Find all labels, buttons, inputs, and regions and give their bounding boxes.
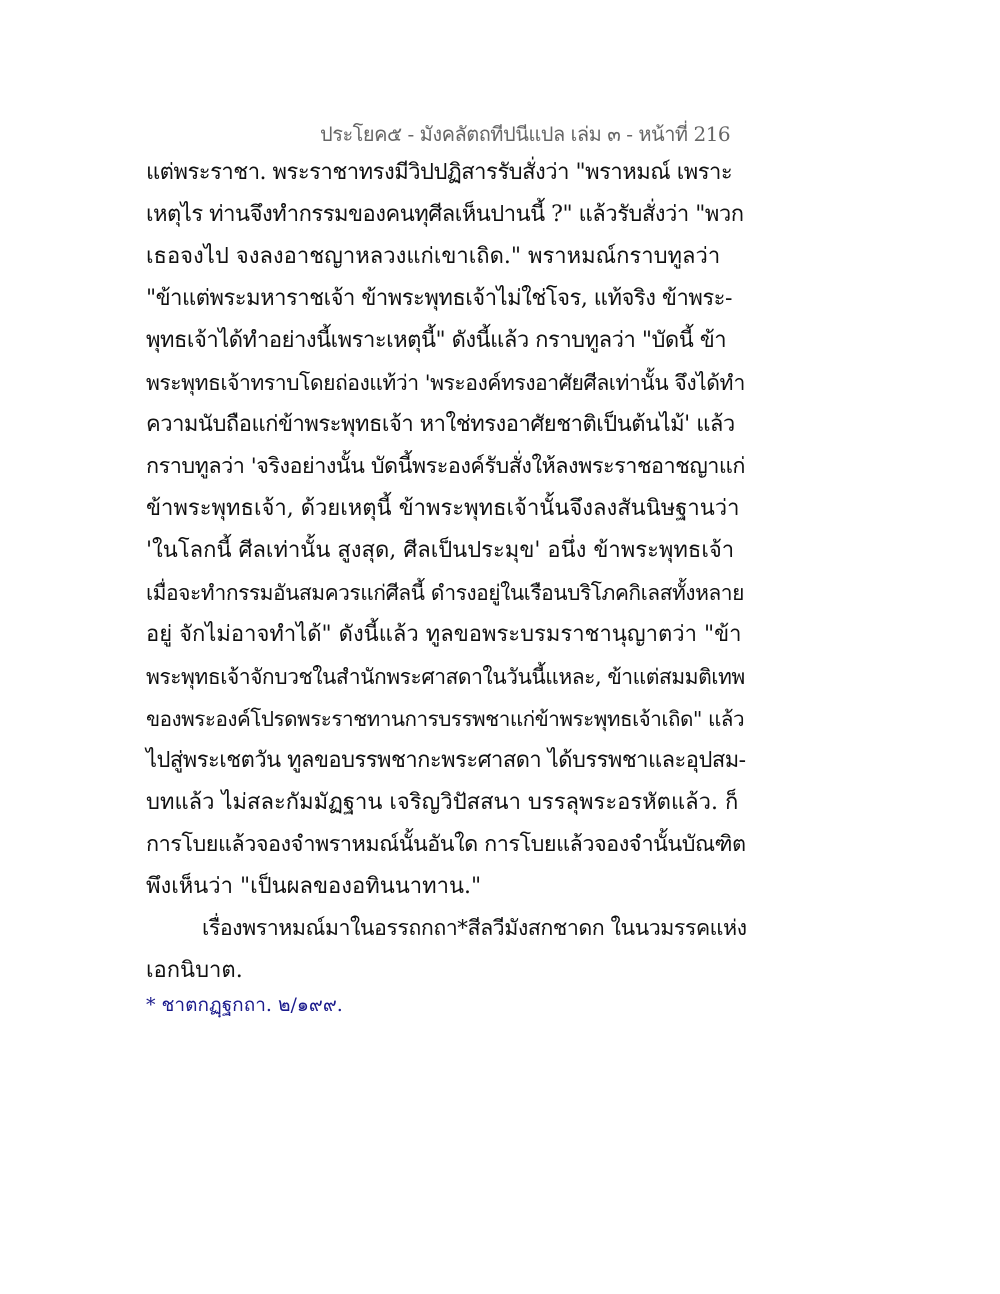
- body-line: บทแล้ว ไม่สละกัมมัฏฐาน เจริญวิปัสสนา บรรลุพระอรหัตแล้ว. ก็: [146, 790, 739, 815]
- body-line: อยู่ จักไม่อาจทำได้" ดังนี้แล้ว ทูลขอพระบรมราชานุญาตว่า "ข้า: [146, 622, 742, 647]
- body-line: ไปสู่พระเชตวัน ทูลขอบรรพชากะพระศาสดา ได้บรรพชาและอุปสม-: [146, 748, 746, 773]
- body-line: ของพระองค์โปรดพระราชทานการบรรพชาแก่ข้าพระพุทธเจ้าเถิด" แล้ว: [146, 707, 745, 731]
- body-line: พระพุทธเจ้าจักบวชในสำนักพระศาสดาในวันนี้แหละ, ข้าแต่สมมติเทพ: [146, 664, 745, 689]
- footnote: * ชาตกฏฺฐกถา. ๒/๑๙๙.: [146, 994, 343, 1016]
- body-line: การโบยแล้วจองจำพราหมณ์นั้นอันใด การโบยแล้วจองจำนั้นบัณฑิต: [146, 832, 746, 857]
- body-line: กราบทูลว่า 'จริงอย่างนั้น บัดนี้พระองค์รับสั่งให้ลงพระราชอาชญาแก่: [146, 454, 745, 479]
- body-line: ความนับถือแก่ข้าพระพุทธเจ้า หาใช่ทรงอาศัยชาติเป็นต้นไม้' แล้ว: [146, 412, 735, 437]
- body-line: พระพุทธเจ้าทราบโดยถ่องแท้ว่า 'พระองค์ทรงอาศัยศีลเท่านั้น จึงได้ทำ: [146, 370, 745, 395]
- body-line: พึงเห็นว่า "เป็นผลของอทินนาทาน.": [146, 874, 482, 899]
- body-line: เธอจงไป จงลงอาชญาหลวงแก่เขาเถิด." พราหมณ์กราบทูลว่า: [146, 244, 721, 269]
- body-line: เหตุไร ท่านจึงทำกรรมของคนทุศีลเห็นปานนี้ ?" แล้วรับสั่งว่า "พวก: [146, 202, 744, 227]
- running-header: ประโยค๕ - มังคลัตถทีปนีแปล เล่ม ๓ - หน้าที่ 216: [320, 122, 731, 146]
- body-text: [146, 152, 746, 992]
- closing-line: เรื่องพราหมณ์มาในอรรถกถา*สีลวีมังสกชาดก ในนวมรรคแห่ง: [202, 916, 747, 941]
- body-line: เมื่อจะทำกรรมอันสมควรแก่ศีลนี้ ดำรงอยู่ในเรือนบริโภคกิเลสทั้งหลาย: [146, 580, 744, 605]
- body-line: "ข้าแต่พระมหาราชเจ้า ข้าพระพุทธเจ้าไม่ใช่โจร, แท้จริง ข้าพระ-: [146, 286, 732, 311]
- body-line: 'ในโลกนี้ ศีลเท่านั้น สูงสุด, ศีลเป็นประมุข' อนึ่ง ข้าพระพุทธเจ้า: [146, 538, 735, 563]
- body-line: พุทธเจ้าได้ทำอย่างนี้เพราะเหตุนี้" ดังนี้แล้ว กราบทูลว่า "บัดนี้ ข้า: [146, 328, 727, 353]
- body-line: ข้าพระพุทธเจ้า, ด้วยเหตุนี้ ข้าพระพุทธเจ้านั้นจึงลงสันนิษฐานว่า: [146, 496, 740, 521]
- closing-line: เอกนิบาต.: [146, 958, 243, 983]
- body-line: แต่พระราชา. พระราชาทรงมีวิปปฏิสารรับสั่งว่า "พราหมณ์ เพราะ: [146, 160, 733, 185]
